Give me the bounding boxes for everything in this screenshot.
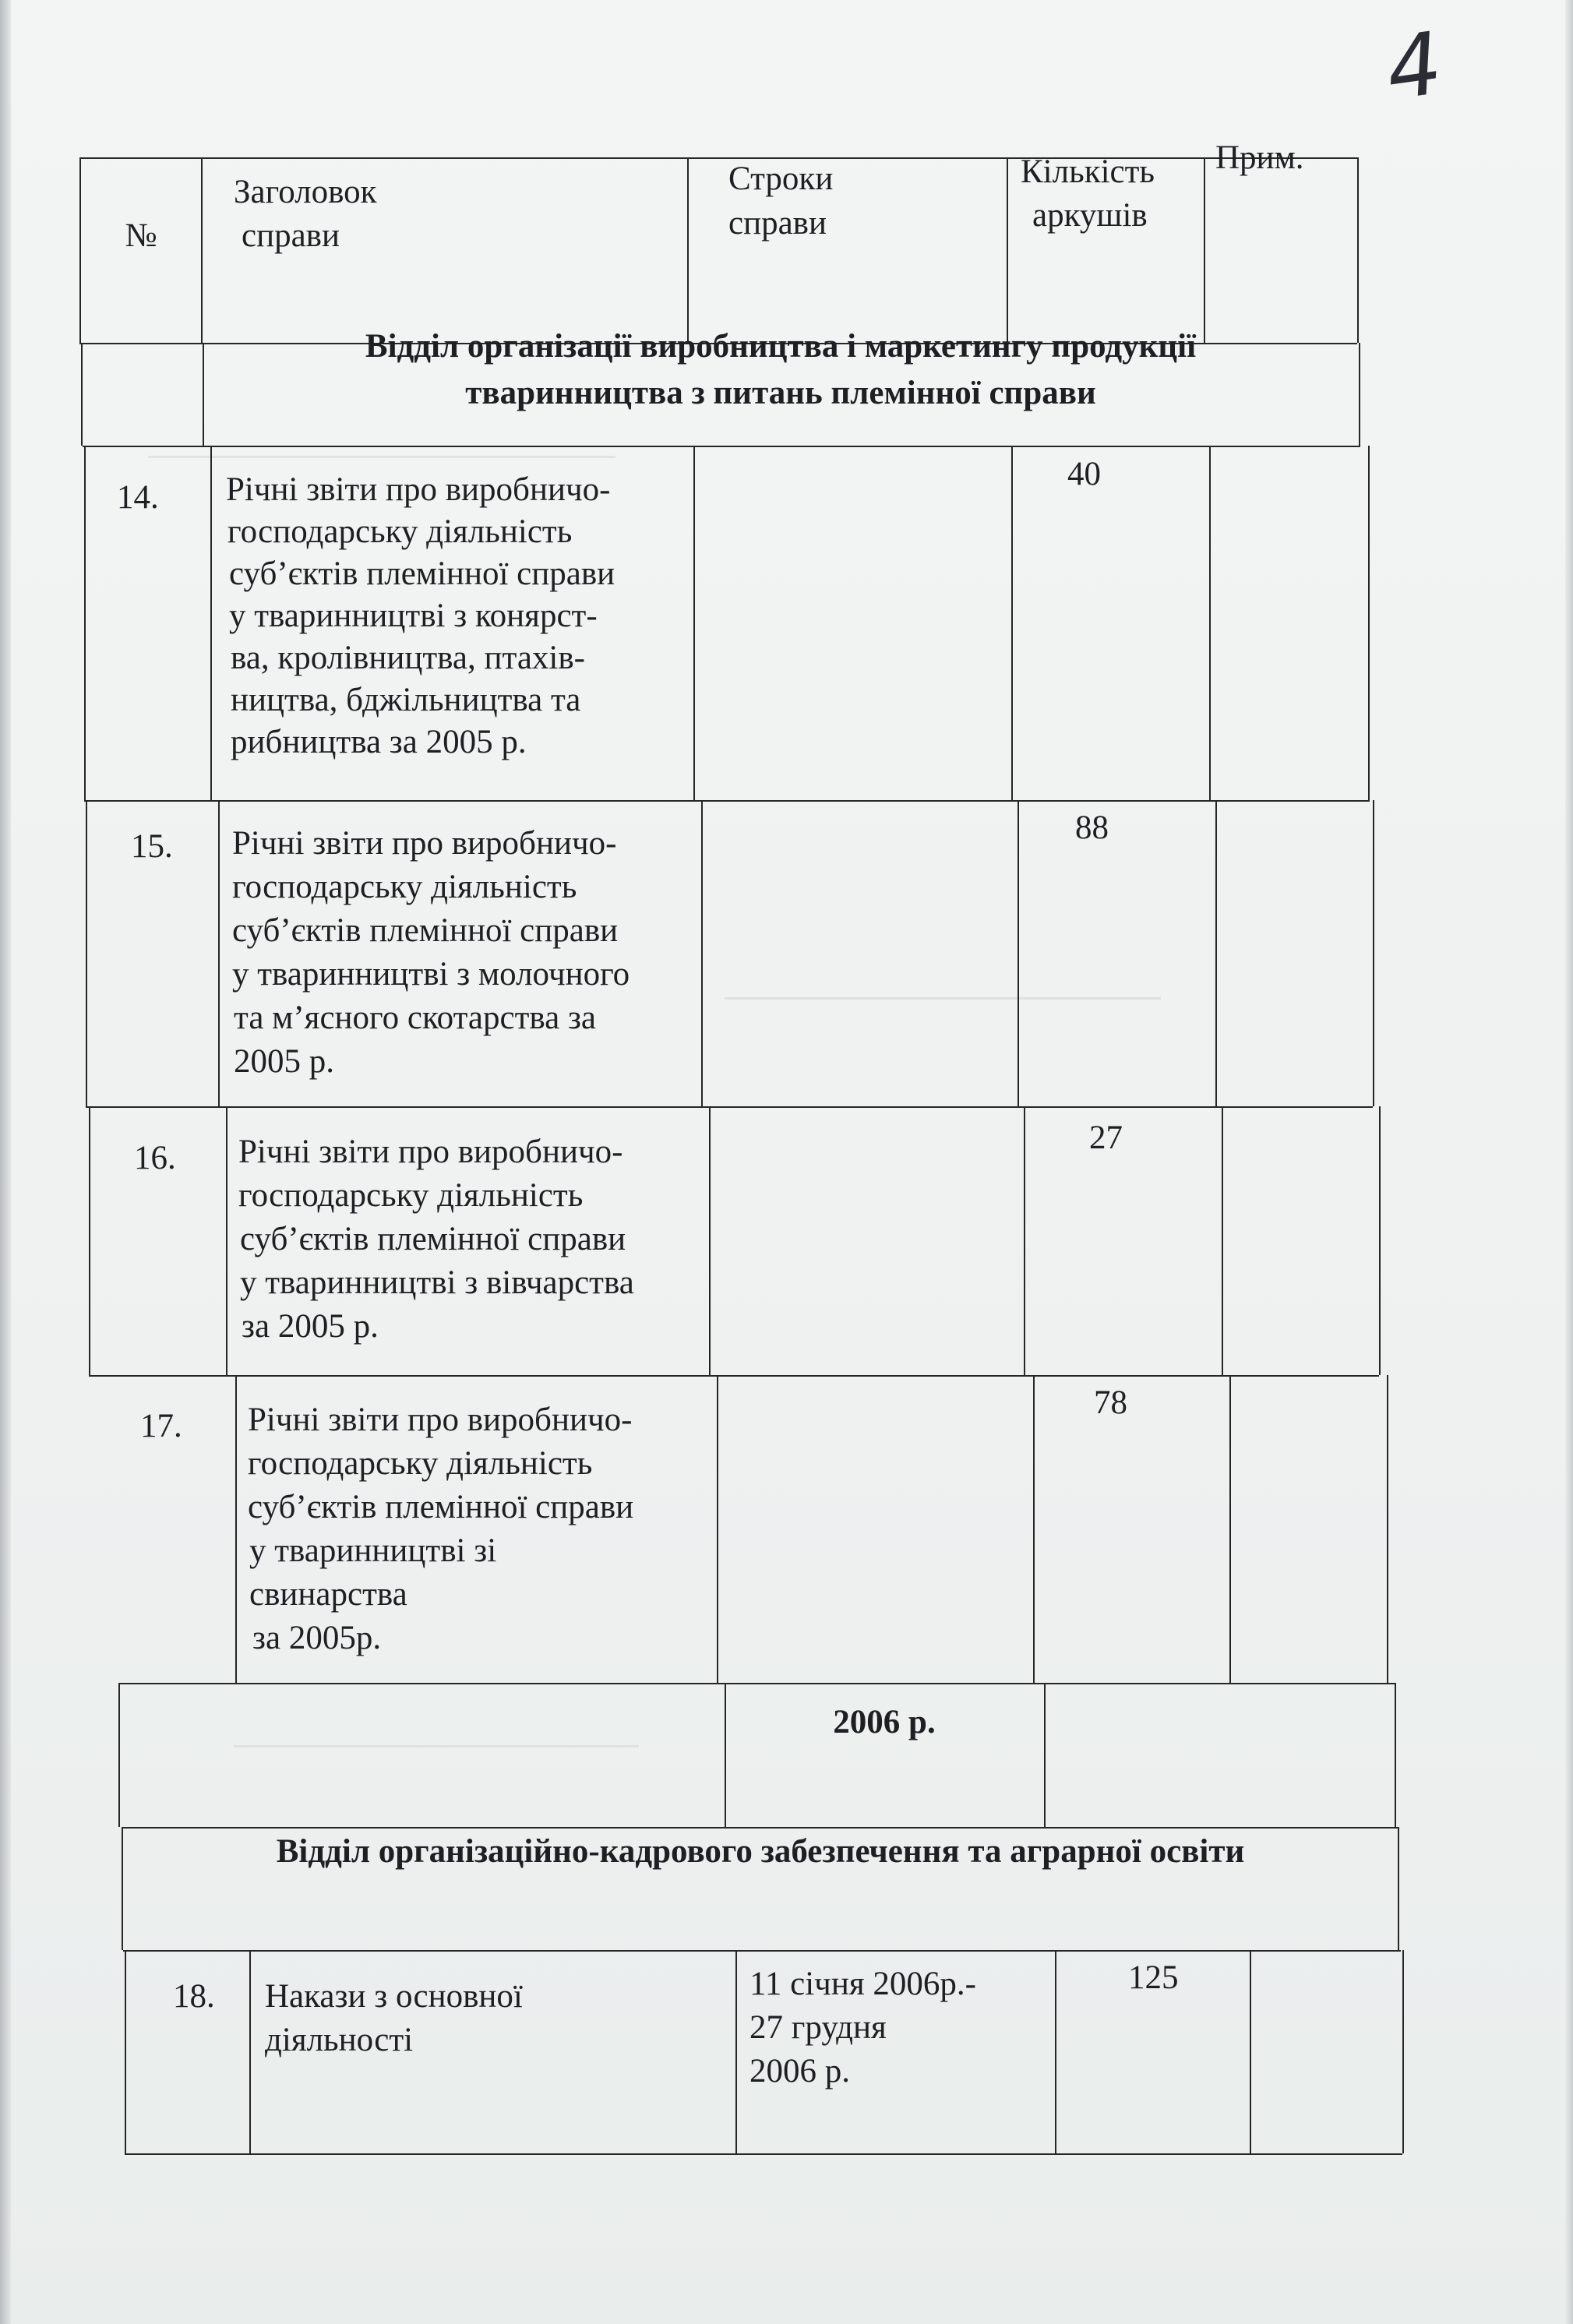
- row-number: 15.: [131, 828, 173, 865]
- header-dates-line1: Строки: [728, 160, 834, 197]
- year-heading: 2006 р.: [833, 1704, 936, 1740]
- header-note: Прим.: [1215, 139, 1304, 176]
- document-page: 4 № Заголовок справи Строки справи Кількість аркушів Прим. Відділ організації виробництва і маркетингу продукції тваринництва з питань племінної справи 14. Річні звіти про виробничо- господарську діяльність суб’єктів племінної справи у тваринництві з конярст- ва, кролівництва, птахів- ництва, бджільництва та рибництва за 2005 р. 40 15. Річні звіти про виробничо- господарську діяльність суб’єктів племінної справи у тваринництві з молочного та м’ясного скотарства за 2005 р. 88 16. Річні звіти про виробничо- господарську діяльність суб’єктів племінної справи у тваринництві з вівчарства за 2005 р. 27 17. Річні звіти про виробничо- господарську діяльність суб’єктів племінної справи у тваринництві зі свинарства за 2005р. 78 2006 р. Відділ організаційно-кадрового забезпечення та аграрної освіти 18. Накази з основної діяльності 11 січня 2006р.- 27 грудня 2006 р. 125: [0, 0, 1573, 2324]
- section-heading: Відділ організаційно-кадрового забезпечення та аграрної освіти: [276, 1833, 1245, 1870]
- row-number: 18.: [173, 1978, 215, 2015]
- row-sheets: 125: [1128, 1959, 1179, 1996]
- row-number: 14.: [117, 479, 159, 516]
- row-sheets: 27: [1089, 1120, 1123, 1156]
- page-right-edge: [1565, 0, 1573, 2324]
- row-sheets: 78: [1094, 1384, 1127, 1421]
- header-sheets-line2: аркушів: [1032, 197, 1148, 234]
- row-sheets: 40: [1067, 456, 1101, 492]
- justified-line: господарську діяльність: [232, 869, 577, 905]
- header-title-line1: Заголовок: [234, 174, 377, 210]
- bleed-through-mark: [725, 966, 1161, 1000]
- header-dates-line2: справи: [728, 205, 827, 242]
- row-sheets: 88: [1075, 809, 1109, 846]
- header-number: №: [125, 217, 157, 254]
- page-left-edge: [0, 0, 11, 2324]
- bleed-through-mark: [148, 425, 615, 458]
- bleed-through-mark: [234, 1714, 639, 1747]
- header-title-line2: справи: [242, 217, 340, 254]
- row-number: 16.: [134, 1140, 176, 1176]
- section-heading: тваринництва з питань племінної справи: [465, 375, 1096, 411]
- page-number: 4: [1380, 12, 1448, 120]
- header-sheets-line1: Кількість: [1021, 153, 1155, 190]
- row-number: 17.: [140, 1408, 182, 1444]
- section-heading: Відділ організації виробництва і маркетингу продукції: [365, 328, 1197, 365]
